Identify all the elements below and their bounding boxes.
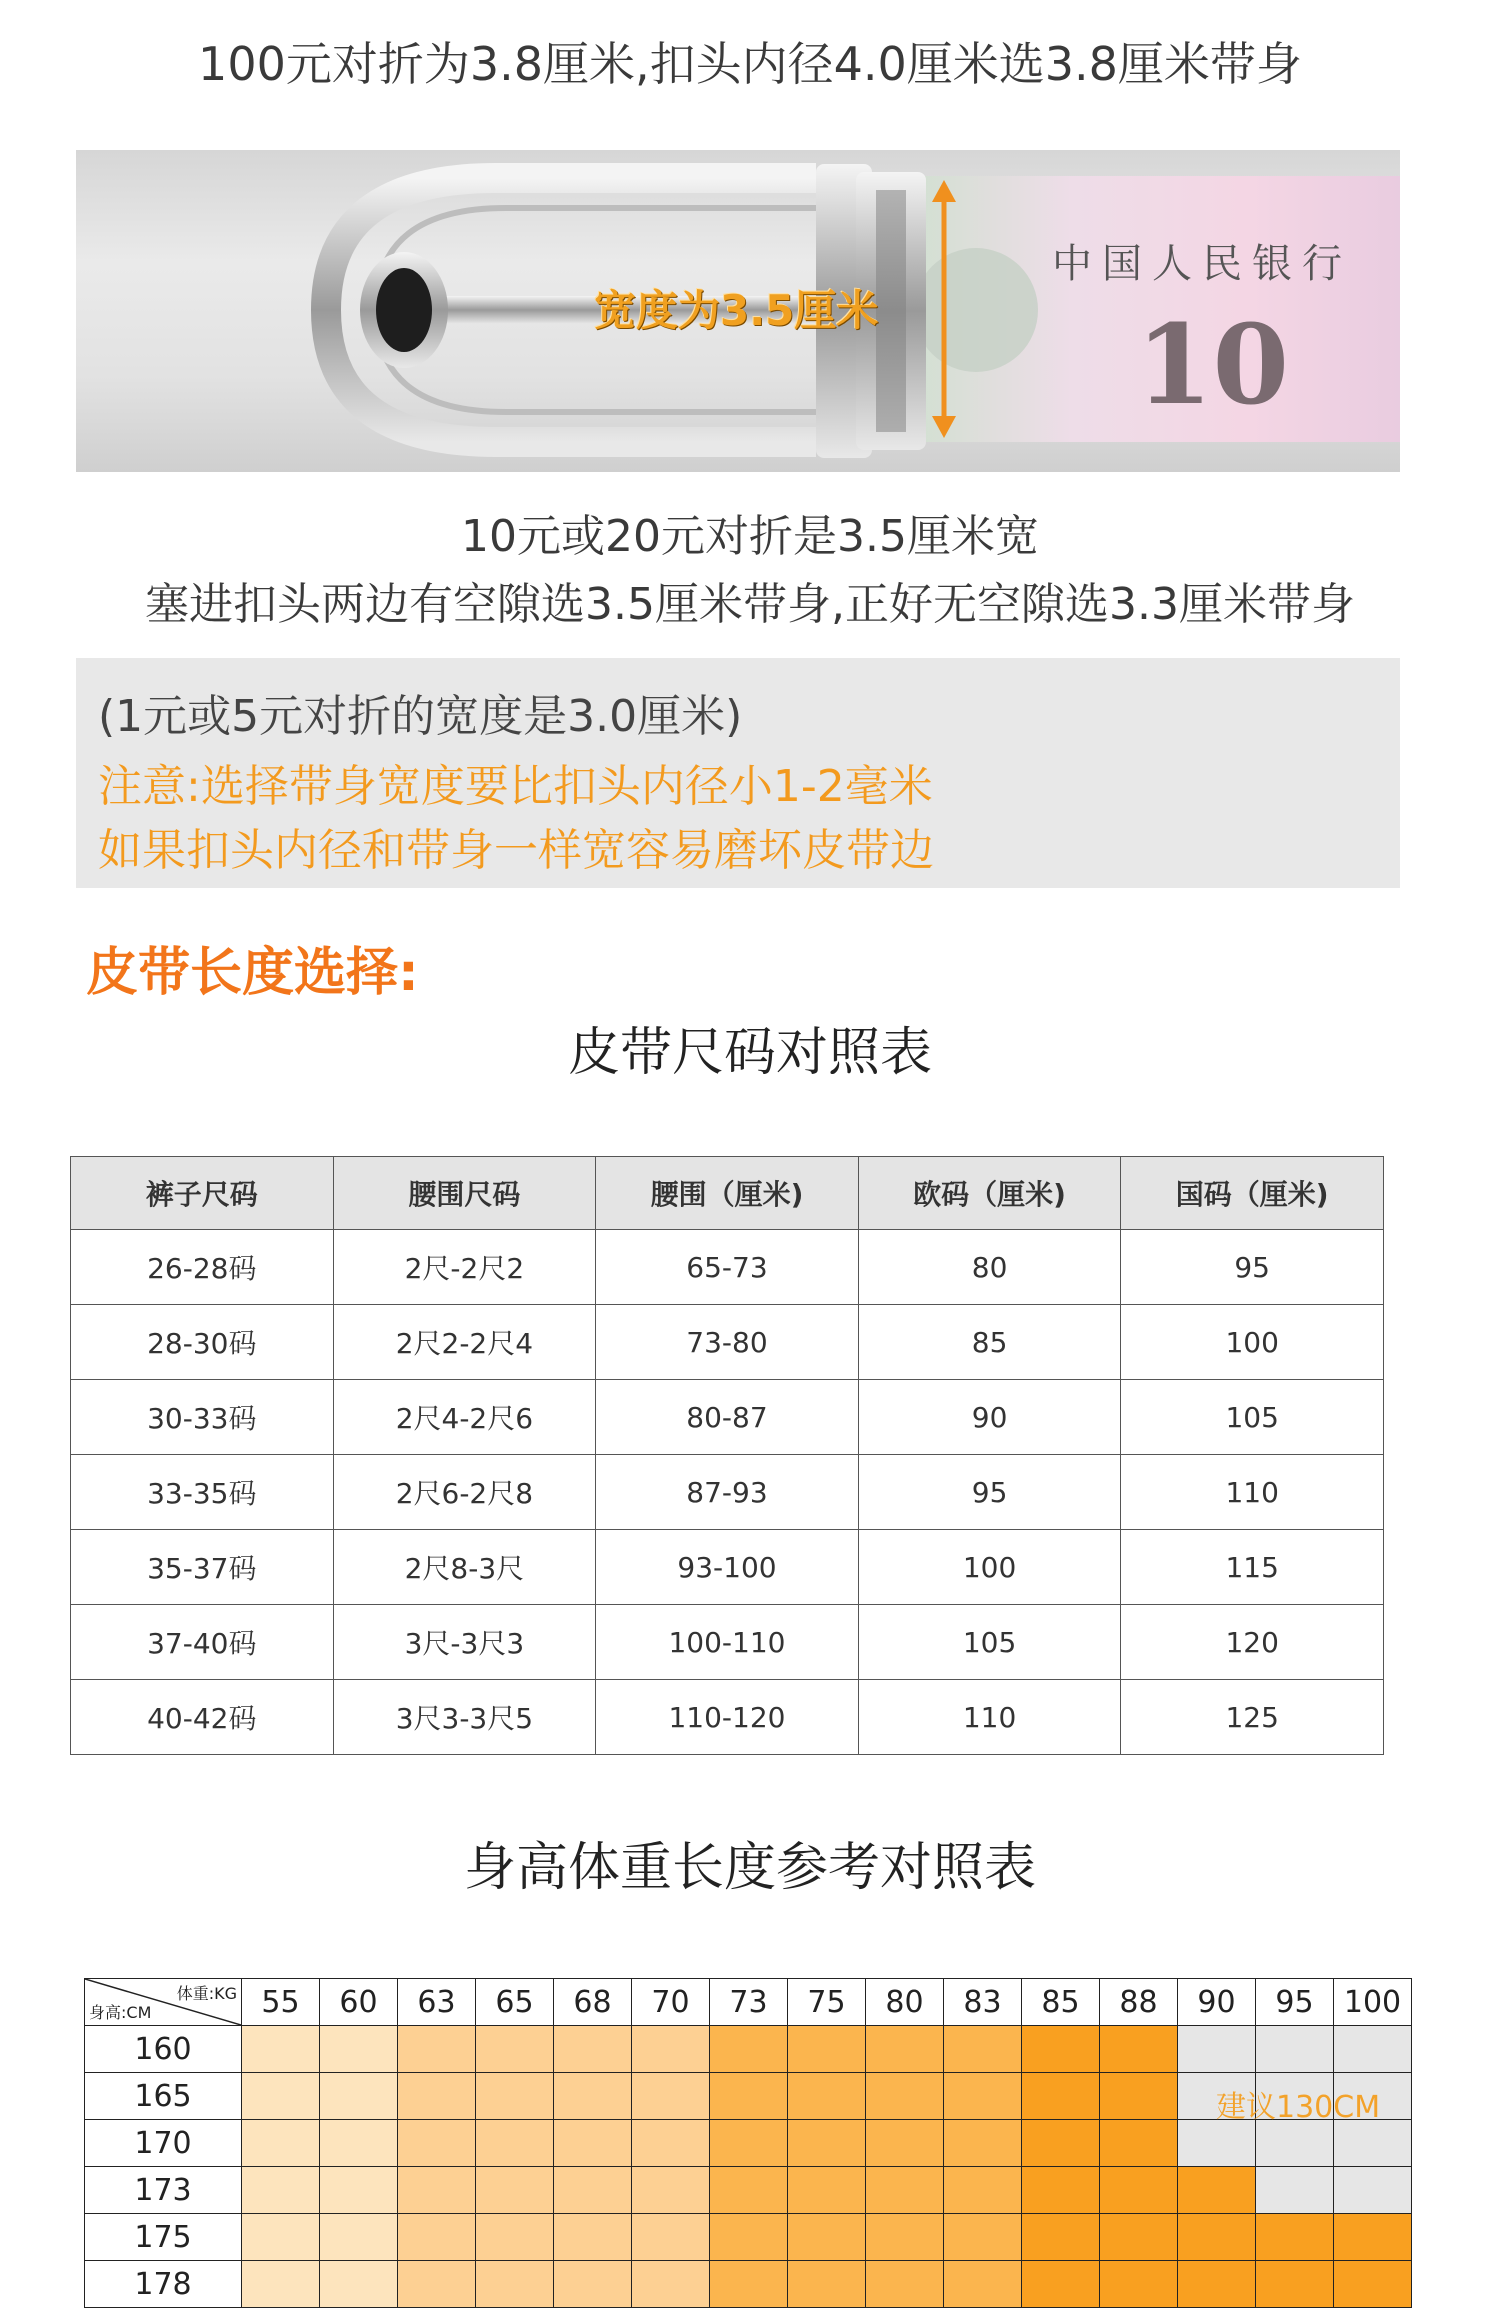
table-row <box>71 1605 1384 1680</box>
hw-cell <box>1334 2261 1412 2308</box>
hw-cell <box>1178 2261 1256 2308</box>
size-table-title: 皮带尺码对照表 <box>567 1023 932 1083</box>
table-cell: 95 <box>1121 1230 1384 1305</box>
table-cell: 80-87 <box>596 1380 859 1455</box>
table-cell: 2尺6-2尺8 <box>333 1455 596 1530</box>
table-cell: 125 <box>1121 1680 1384 1755</box>
table-cell: 105 <box>1121 1380 1384 1455</box>
hw-cell <box>1100 2261 1178 2308</box>
hw-cell <box>632 2026 710 2073</box>
hw-cell <box>1100 2214 1178 2261</box>
table-cell: 28-30码 <box>71 1305 334 1380</box>
weight-header-cell: 95 <box>1256 1979 1334 2026</box>
note-line-2: 注意:选择带身宽度要比扣头内径小1-2毫米 <box>98 761 933 812</box>
hw-cell <box>1022 2261 1100 2308</box>
height-label-cell: 160 <box>85 2026 242 2073</box>
table-cell: 33-35码 <box>71 1455 334 1530</box>
table-row <box>85 2073 1412 2120</box>
hw-cell <box>632 2120 710 2167</box>
table-cell: 100 <box>1121 1305 1384 1380</box>
table-cell: 100-110 <box>596 1605 859 1680</box>
hw-cell <box>1334 2026 1412 2073</box>
hw-cell <box>476 2214 554 2261</box>
hw-cell <box>1178 2026 1256 2073</box>
hw-cell <box>944 2026 1022 2073</box>
hw-cell <box>1100 2026 1178 2073</box>
table-cell: 35-37码 <box>71 1530 334 1605</box>
table-cell: 110 <box>1121 1455 1384 1530</box>
hw-cell <box>944 2073 1022 2120</box>
hw-cell <box>398 2073 476 2120</box>
hw-cell <box>476 2073 554 2120</box>
table-cell: 3尺-3尺3 <box>333 1605 596 1680</box>
hw-cell <box>1178 2214 1256 2261</box>
height-weight-table <box>84 1978 1412 2308</box>
table-cell: 87-93 <box>596 1455 859 1530</box>
corner-weight-label: 体重:KG <box>176 1984 237 2003</box>
weight-header-cell: 100 <box>1334 1979 1412 2026</box>
table-row <box>71 1230 1384 1305</box>
hw-cell <box>1256 2026 1334 2073</box>
table-cell: 100 <box>858 1530 1121 1605</box>
note-line-3: 如果扣头内径和带身一样宽容易磨坏皮带边 <box>98 825 934 876</box>
corner-height-label: 身高:CM <box>89 2003 152 2022</box>
hw-cell <box>1022 2026 1100 2073</box>
hw-table-body <box>85 2026 1412 2308</box>
hw-cell <box>398 2026 476 2073</box>
caption-line-1: 10元或20元对折是3.5厘米宽 <box>461 511 1039 562</box>
hw-cell <box>1022 2120 1100 2167</box>
hw-cell <box>320 2073 398 2120</box>
hw-cell <box>1100 2120 1178 2167</box>
height-label-cell: 170 <box>85 2120 242 2167</box>
table-cell: 2尺8-3尺 <box>333 1530 596 1605</box>
belt-buckle-photo <box>76 150 1400 472</box>
size-header-cell: 裤子尺码 <box>71 1157 334 1230</box>
banknote-value: 10 <box>1136 300 1290 429</box>
table-cell: 110 <box>858 1680 1121 1755</box>
hw-cell <box>1334 2167 1412 2214</box>
hw-cell <box>866 2167 944 2214</box>
hw-cell <box>398 2261 476 2308</box>
hw-cell <box>398 2214 476 2261</box>
width-label: 宽度为3.5厘米 <box>594 286 879 335</box>
hw-header-row <box>85 1979 1412 2026</box>
hw-cell <box>476 2261 554 2308</box>
table-row <box>85 2167 1412 2214</box>
hw-cell <box>476 2026 554 2073</box>
weight-header-cell: 80 <box>866 1979 944 2026</box>
hw-cell <box>1022 2214 1100 2261</box>
table-cell: 105 <box>858 1605 1121 1680</box>
table-row <box>71 1305 1384 1380</box>
table-cell: 73-80 <box>596 1305 859 1380</box>
hw-cell <box>242 2261 320 2308</box>
table-cell: 80 <box>858 1230 1121 1305</box>
table-cell: 90 <box>858 1380 1121 1455</box>
hw-cell <box>1256 2261 1334 2308</box>
size-table <box>70 1156 1384 1755</box>
hw-table-title: 身高体重长度参考对照表 <box>463 1838 1036 1898</box>
table-cell: 2尺2-2尺4 <box>333 1305 596 1380</box>
table-cell: 3尺3-3尺5 <box>333 1680 596 1755</box>
hw-cell <box>554 2073 632 2120</box>
size-table-header-row <box>71 1157 1384 1230</box>
table-row <box>85 2214 1412 2261</box>
corner-cell <box>85 1979 242 2026</box>
note-line-1: (1元或5元对折的宽度是3.0厘米) <box>98 691 743 742</box>
table-cell: 110-120 <box>596 1680 859 1755</box>
hw-cell <box>1022 2073 1100 2120</box>
hw-cell <box>866 2073 944 2120</box>
hw-cell <box>710 2167 788 2214</box>
weight-header-cell: 73 <box>710 1979 788 2026</box>
hw-cell <box>710 2026 788 2073</box>
hw-cell <box>866 2120 944 2167</box>
hw-cell <box>788 2026 866 2073</box>
hw-cell <box>710 2261 788 2308</box>
table-row <box>85 2120 1412 2167</box>
table-cell: 26-28码 <box>71 1230 334 1305</box>
table-cell: 115 <box>1121 1530 1384 1605</box>
size-header-cell: 欧码（厘米) <box>858 1157 1121 1230</box>
weight-header-cell: 63 <box>398 1979 476 2026</box>
hw-cell <box>788 2073 866 2120</box>
table-row <box>85 2026 1412 2073</box>
hw-cell <box>1256 2120 1334 2167</box>
hw-cell <box>476 2120 554 2167</box>
weight-header-cell: 55 <box>242 1979 320 2026</box>
hw-cell <box>554 2167 632 2214</box>
hw-cell <box>1178 2120 1256 2167</box>
table-row <box>71 1380 1384 1455</box>
weight-header-cell: 85 <box>1022 1979 1100 2026</box>
hw-cell <box>1178 2167 1256 2214</box>
size-header-cell: 腰围尺码 <box>333 1157 596 1230</box>
table-cell: 120 <box>1121 1605 1384 1680</box>
weight-header-cell: 88 <box>1100 1979 1178 2026</box>
hw-cell <box>320 2026 398 2073</box>
hw-cell <box>788 2214 866 2261</box>
hw-cell <box>632 2167 710 2214</box>
hw-cell <box>1256 2167 1334 2214</box>
table-row <box>85 2261 1412 2308</box>
hw-cell <box>866 2214 944 2261</box>
size-header-cell: 腰围（厘米) <box>596 1157 859 1230</box>
top-note: 100元对折为3.8厘米,扣头内径4.0厘米选3.8厘米带身 <box>198 37 1302 91</box>
weight-header-cell: 83 <box>944 1979 1022 2026</box>
note-box <box>76 658 1400 888</box>
weight-header-cell: 60 <box>320 1979 398 2026</box>
hw-cell <box>476 2167 554 2214</box>
weight-header-cell: 70 <box>632 1979 710 2026</box>
hw-cell <box>710 2214 788 2261</box>
suggest-label: 建议130CM <box>1216 2090 1381 2125</box>
hw-cell <box>944 2120 1022 2167</box>
hw-cell <box>554 2026 632 2073</box>
hw-cell <box>320 2167 398 2214</box>
hw-cell <box>788 2167 866 2214</box>
table-cell: 37-40码 <box>71 1605 334 1680</box>
hw-cell <box>242 2026 320 2073</box>
hw-cell <box>554 2120 632 2167</box>
table-row <box>71 1680 1384 1755</box>
weight-header-cell: 75 <box>788 1979 866 2026</box>
hw-cell <box>242 2120 320 2167</box>
weight-header-cell: 90 <box>1178 1979 1256 2026</box>
hw-cell <box>1334 2214 1412 2261</box>
table-cell: 2尺4-2尺6 <box>333 1380 596 1455</box>
size-table-body <box>71 1230 1384 1755</box>
table-cell: 65-73 <box>596 1230 859 1305</box>
hw-cell <box>632 2073 710 2120</box>
hw-cell <box>788 2261 866 2308</box>
hw-cell <box>710 2120 788 2167</box>
table-cell: 95 <box>858 1455 1121 1530</box>
hw-cell <box>632 2214 710 2261</box>
height-label-cell: 173 <box>85 2167 242 2214</box>
weight-header-cell: 68 <box>554 1979 632 2026</box>
table-row <box>71 1530 1384 1605</box>
hw-cell <box>1100 2167 1178 2214</box>
hw-cell <box>554 2214 632 2261</box>
hw-cell <box>1022 2167 1100 2214</box>
hw-cell <box>632 2261 710 2308</box>
table-row <box>71 1455 1384 1530</box>
hw-cell <box>242 2214 320 2261</box>
size-header-cell: 国码（厘米) <box>1121 1157 1384 1230</box>
section-title: 皮带长度选择: <box>86 943 419 1003</box>
table-cell: 85 <box>858 1305 1121 1380</box>
hw-cell <box>320 2214 398 2261</box>
hw-cell <box>398 2120 476 2167</box>
hw-cell <box>242 2073 320 2120</box>
height-label-cell: 165 <box>85 2073 242 2120</box>
hw-cell <box>320 2261 398 2308</box>
table-cell: 93-100 <box>596 1530 859 1605</box>
hw-cell <box>788 2120 866 2167</box>
hw-cell <box>944 2167 1022 2214</box>
hw-cell <box>1256 2214 1334 2261</box>
hw-cell <box>710 2073 788 2120</box>
hw-cell <box>1334 2120 1412 2167</box>
table-cell: 2尺-2尺2 <box>333 1230 596 1305</box>
weight-header-cell: 65 <box>476 1979 554 2026</box>
table-cell: 30-33码 <box>71 1380 334 1455</box>
hw-cell <box>1100 2073 1178 2120</box>
hw-cell <box>944 2214 1022 2261</box>
table-cell: 40-42码 <box>71 1680 334 1755</box>
height-label-cell: 175 <box>85 2214 242 2261</box>
height-label-cell: 178 <box>85 2261 242 2308</box>
caption-line-2: 塞进扣头两边有空隙选3.5厘米带身,正好无空隙选3.3厘米带身 <box>145 579 1355 630</box>
hw-cell <box>398 2167 476 2214</box>
hw-cell <box>944 2261 1022 2308</box>
hw-cell <box>242 2167 320 2214</box>
banknote-text: 中国人民银行 <box>1052 241 1352 287</box>
hw-cell <box>554 2261 632 2308</box>
hw-cell <box>866 2261 944 2308</box>
hw-cell <box>320 2120 398 2167</box>
hw-cell <box>866 2026 944 2073</box>
